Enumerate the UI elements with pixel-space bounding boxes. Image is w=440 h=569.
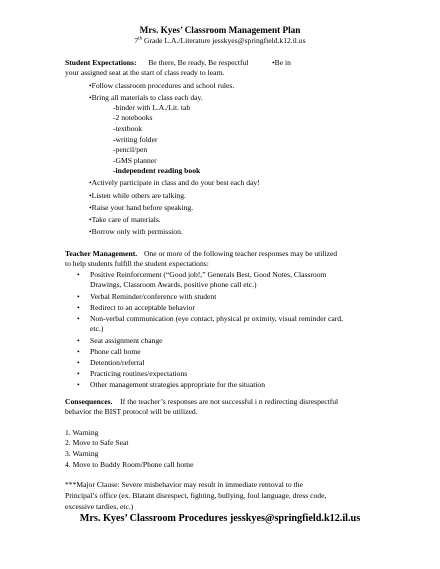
list-item: Practicing routines/expectations <box>90 369 188 378</box>
list-item: Phone call home <box>90 347 141 356</box>
list-item: -GMS planner <box>113 156 157 165</box>
list-item: •Actively participate in class and do your best each day! <box>89 178 260 187</box>
grade-line <box>0 36 440 46</box>
list-item: Positive Reinforcement (“Good job!,” Generals Best, Good Notes, Classroom <box>90 270 327 279</box>
bullet: • <box>77 292 80 301</box>
major-clause-line-2: Principal’s office (ex. Blatant disrespect, fighting, bullying, foul language, dress code, <box>65 491 327 500</box>
teacher-management-intro-a: One or more of the following teacher responses may be utilized <box>143 249 338 258</box>
teacher-management-intro-b: to help students fulfill the student expectations: <box>65 259 209 268</box>
teacher-management-intro <box>65 249 337 259</box>
major-clause-line-3: excessive tardies, etc.) <box>65 502 134 511</box>
list-item: Other management strategies appropriate for the situation <box>90 380 266 389</box>
list-item: -independent reading book <box>113 166 201 175</box>
consequences-intro-b: behavior the BIST protocol will be utilized. <box>65 407 198 416</box>
bullet: • <box>77 303 80 312</box>
page-title: Mrs. Kyes’ Classroom Management Plan <box>139 25 301 35</box>
list-item: Non-verbal communication (eye contact, physical pr oximity, visual reminder card, <box>90 314 343 323</box>
consequence-step: 3. Warning <box>65 449 99 458</box>
bullet: • <box>77 336 80 345</box>
student-expectations-intro <box>65 58 248 68</box>
student-expectations-intro-c: your assigned seat at the start of class ready to learn. <box>65 68 225 77</box>
bullet: • <box>77 270 80 279</box>
major-clause-line-1: ***Major Clause: Severe misbehavior may result in immediate removal to the <box>65 480 303 489</box>
consequence-step: 4. Move to Buddy Room/Phone call home <box>65 460 194 469</box>
list-item: •Raise your hand before speaking. <box>89 203 194 212</box>
list-item: -textbook <box>113 124 143 133</box>
consequence-step: 1. Warning <box>65 428 99 437</box>
bullet: • <box>77 380 80 389</box>
list-item: •Take care of materials. <box>89 215 161 224</box>
list-item: etc.) <box>90 324 104 333</box>
grade-suffix: th <box>138 36 143 42</box>
list-item: -binder with L.A./Lit. tab <box>113 103 191 112</box>
list-item: •Bring all materials to class each day. <box>89 93 203 102</box>
teacher-management-heading: Teacher Management. <box>65 249 138 258</box>
consequence-step: 2. Move to Safe Seat <box>65 438 129 447</box>
consequences-heading: Consequences. <box>65 397 113 406</box>
list-item: -writing folder <box>113 135 158 144</box>
list-item: -pencil/pen <box>113 145 148 154</box>
list-item: Detention/referral <box>90 358 145 367</box>
bullet: • <box>77 369 80 378</box>
list-item: •Follow classroom procedures and school rules. <box>89 81 235 90</box>
list-item: •Borrow only with permission. <box>89 227 183 236</box>
grade-number: 7 <box>134 36 139 45</box>
bullet: • <box>77 347 80 356</box>
bullet: • <box>77 358 80 367</box>
bullet: • <box>77 314 80 323</box>
grade-contact: Grade L.A./Literature jesskyes@springfield.k12.il.us <box>142 36 306 45</box>
list-item: Verbal Reminder/conference with student <box>90 292 217 301</box>
student-expectations-intro-b: •Be in <box>272 58 291 67</box>
list-item: -2 notebooks <box>113 113 153 122</box>
list-item: Seat assignment change <box>90 336 163 345</box>
student-expectations-heading: Student Expectations: <box>65 58 137 67</box>
consequences-intro <box>65 397 338 407</box>
procedures-title: Mrs. Kyes’ Classroom Procedures jesskyes@springfield.k12.il.us <box>79 513 361 524</box>
student-expectations-motto: Be there, Be ready, Be respectful <box>148 58 249 67</box>
list-item: Redirect to an acceptable behavior <box>90 303 195 312</box>
list-item: •Listen while others are talking. <box>89 191 186 200</box>
consequences-intro-a: If the teacher’s responses are not successful i n redirecting disrespectful <box>120 397 339 406</box>
list-item: Drawings, Classroom Awards, positive phone call etc.) <box>90 280 257 289</box>
